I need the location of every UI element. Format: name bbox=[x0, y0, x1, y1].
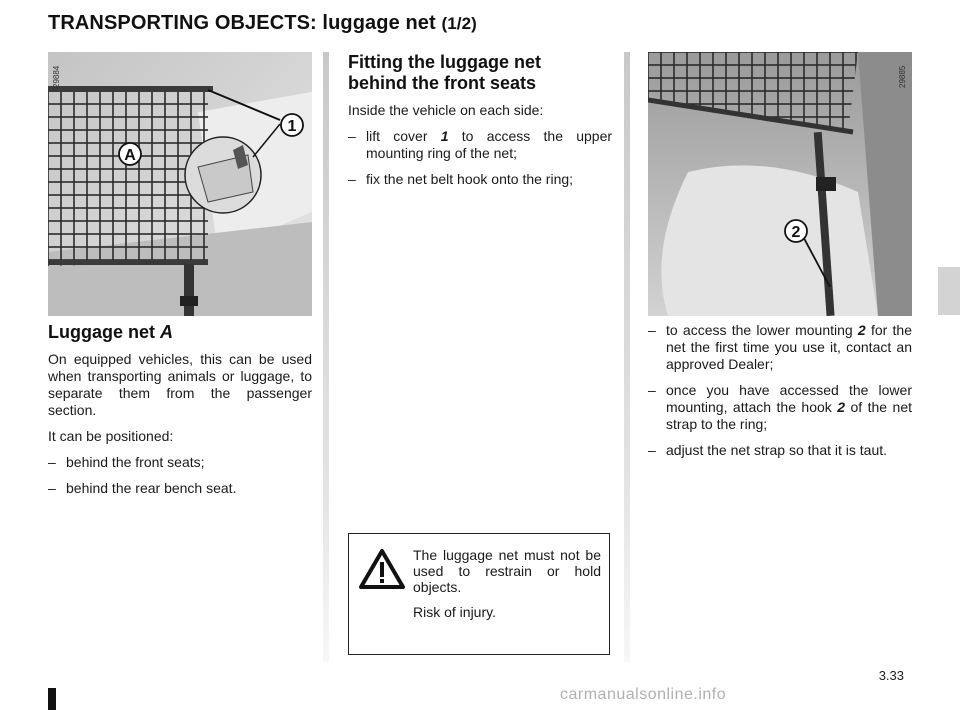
luggage-net-intro: On equipped vehicles, this can be used when transporting animals or luggage, to separate them from the passenger section. bbox=[48, 351, 312, 418]
warning-box bbox=[348, 533, 610, 655]
lower-step-1-pre: to access the lower mounting bbox=[666, 322, 853, 338]
fitting-section bbox=[348, 52, 612, 197]
fitting-step-1 bbox=[348, 128, 612, 162]
page-number: 3.33 bbox=[878, 668, 904, 683]
lower-step-2 bbox=[648, 382, 912, 433]
luggage-net-heading bbox=[48, 322, 312, 343]
callout-layer-right bbox=[648, 52, 912, 316]
lower-mounting-section bbox=[648, 322, 912, 468]
fitting-step-1-post: to access the upper mounting ring of the net; bbox=[366, 128, 613, 161]
callout-a-label: A bbox=[124, 147, 136, 164]
lower-step-2-pre: once you have accessed the lower mounting, attach the hook bbox=[666, 382, 912, 415]
warning-text bbox=[413, 547, 601, 629]
fitting-heading bbox=[348, 52, 612, 94]
fitting-step-1-pre: lift cover bbox=[366, 128, 428, 144]
fitting-steps bbox=[348, 128, 612, 188]
luggage-net-heading-text: Luggage net bbox=[48, 322, 155, 342]
watermark: carmanualsonline.info bbox=[560, 686, 727, 703]
fitting-step-2: – fix the net belt hook onto the ring; bbox=[348, 171, 612, 188]
callout-2-label: 2 bbox=[791, 224, 801, 241]
lower-step-2-post: of the net strap to the ring; bbox=[666, 399, 912, 432]
page-title bbox=[48, 12, 477, 35]
warning-triangle-icon bbox=[359, 548, 405, 590]
callout-1-label: 1 bbox=[287, 118, 297, 135]
page-title-part: (1/2) bbox=[441, 14, 477, 33]
lower-step-1-post: for the net the first time you use it, contact an approved Dealer; bbox=[666, 322, 912, 372]
position-item-rear: – behind the rear bench seat. bbox=[48, 480, 312, 497]
photo-code-left: 29884 bbox=[52, 65, 61, 88]
lower-mounting-photo bbox=[648, 52, 912, 316]
chapter-tab bbox=[938, 267, 960, 315]
photo-code-right: 29885 bbox=[898, 65, 907, 88]
page-title-main: TRANSPORTING OBJECTS: luggage net bbox=[48, 12, 436, 34]
column-divider-right bbox=[624, 52, 630, 662]
warning-risk: Risk of injury. bbox=[413, 604, 496, 620]
lower-mounting-steps bbox=[648, 322, 912, 459]
corner-mark bbox=[48, 688, 56, 710]
fitting-heading-line1: Fitting the luggage net bbox=[348, 52, 541, 72]
column-divider-left bbox=[323, 52, 329, 662]
fitting-step-1-ref: 1 bbox=[440, 128, 449, 144]
luggage-net-photo bbox=[48, 52, 312, 316]
lower-step-3: – adjust the net strap so that it is taut. bbox=[648, 442, 912, 459]
warning-message: The luggage net must not be used to restrain or hold objects. bbox=[413, 547, 601, 595]
callout-layer-left bbox=[48, 52, 312, 316]
luggage-net-section bbox=[48, 322, 312, 506]
lower-step-1 bbox=[648, 322, 912, 373]
lower-step-1-ref: 2 bbox=[857, 322, 866, 338]
fitting-heading-line2: behind the front seats bbox=[348, 73, 537, 93]
position-intro: It can be positioned: bbox=[48, 428, 174, 444]
fitting-intro: Inside the vehicle on each side: bbox=[348, 102, 544, 118]
lower-step-2-ref: 2 bbox=[837, 399, 846, 415]
position-item-front: – behind the front seats; bbox=[48, 454, 312, 471]
positions-list bbox=[48, 454, 312, 497]
luggage-net-heading-letter: A bbox=[160, 322, 174, 342]
